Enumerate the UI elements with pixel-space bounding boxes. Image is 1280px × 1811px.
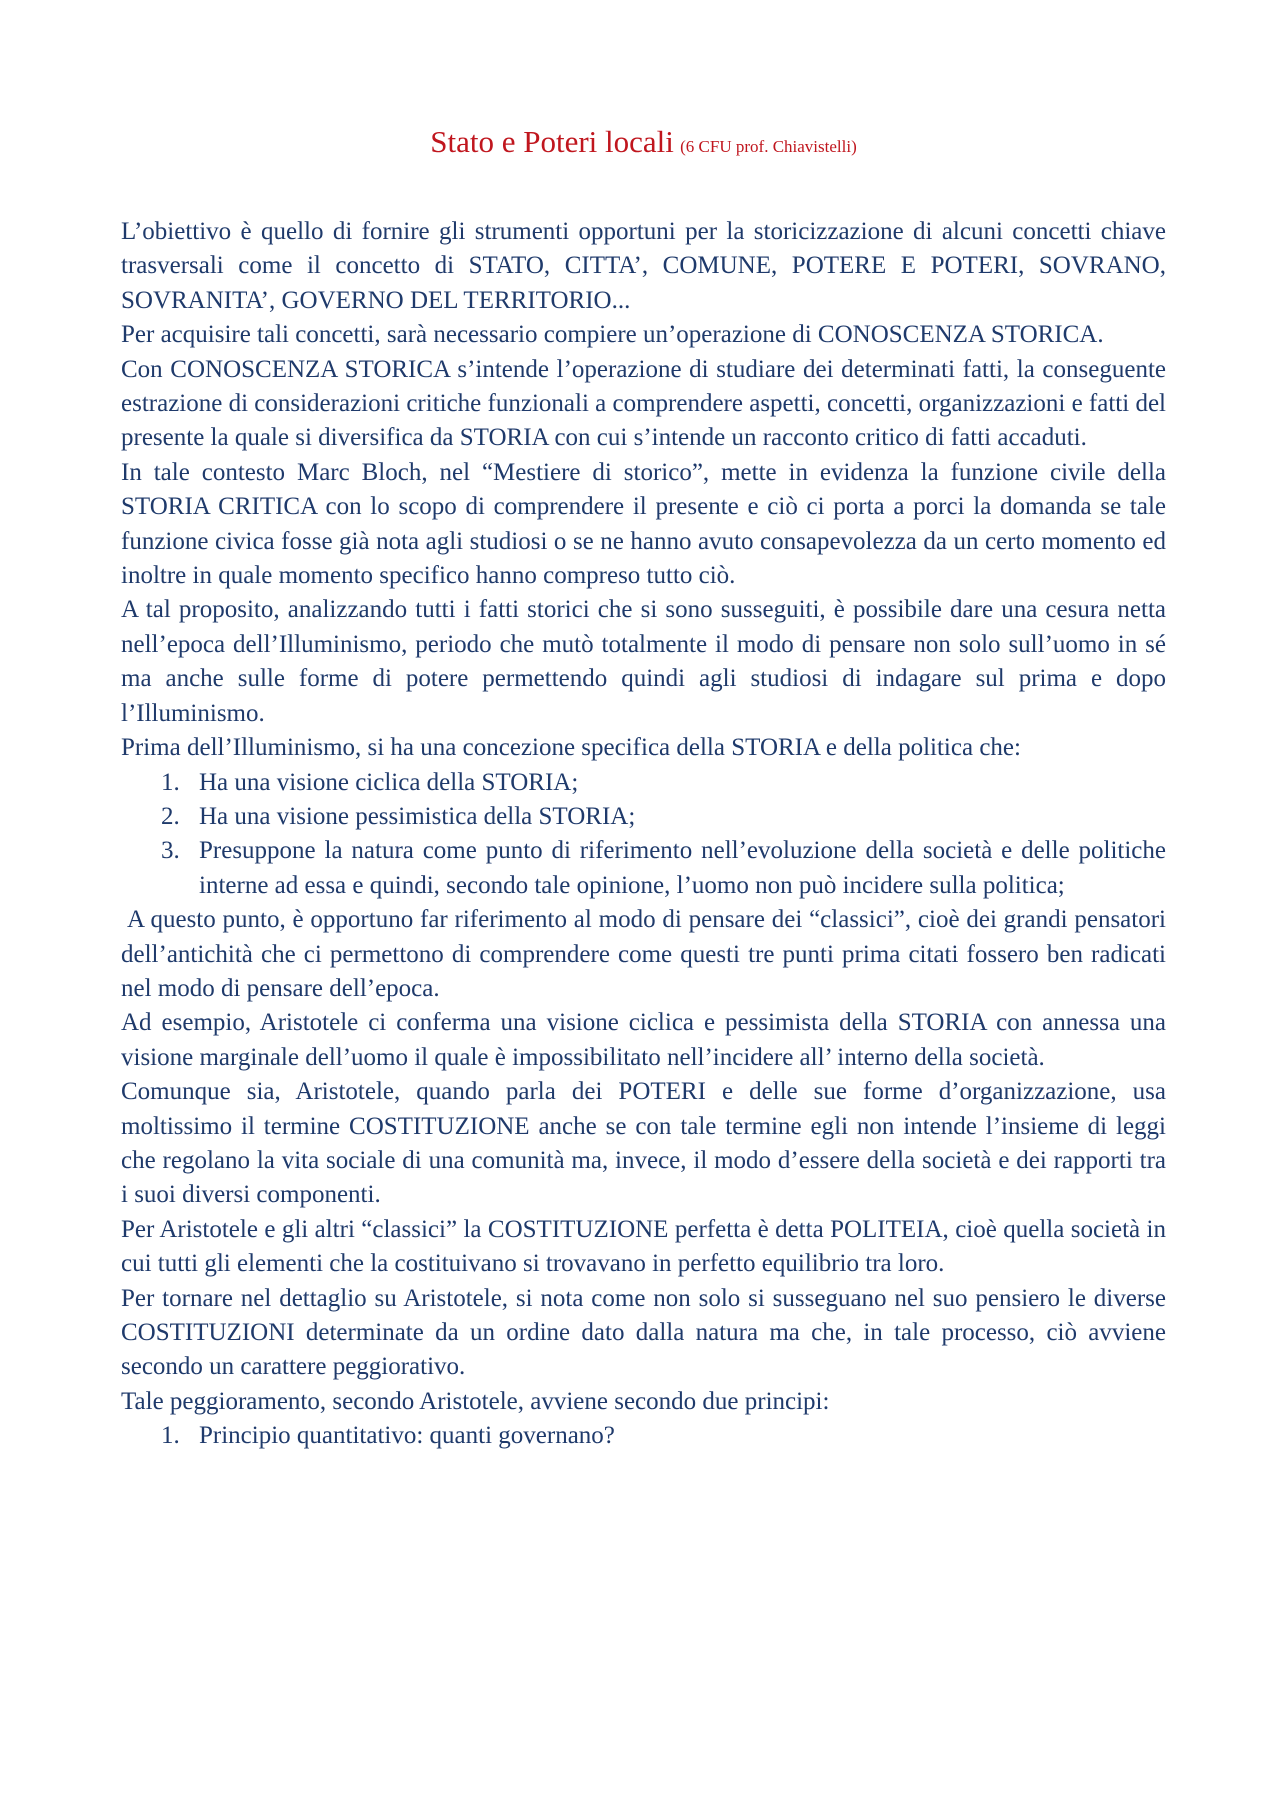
- document-title: [121, 122, 1166, 167]
- numbered-list-principles: [121, 1419, 1166, 1453]
- paragraph-historical-knowledge-intro: Per acquisire tali concetti, sarà necessario compiere un’operazione di CONOSCENZA STORICA.: [121, 321, 1104, 349]
- list-item: [161, 766, 1166, 800]
- list-number: 3.: [161, 837, 180, 865]
- title-subtitle: (6 CFU prof. Chiavistelli): [680, 137, 857, 156]
- paragraph-politeia: Per Aristotele e gli altri “classici” la COSTITUZIONE perfetta è detta POLITEIA, cioè quella società in cui tutti gli elementi che la costituivano si trovavano in perfetto equilibrio tra loro.: [121, 1215, 1166, 1278]
- list-item-text: Ha una visione pessimistica della STORIA;: [199, 802, 636, 830]
- paragraph-aristotle-detail: Per tornare nel dettaglio su Aristotele, si nota come non solo si susseguano nel suo pensiero le diverse COSTITUZIONI determinate da un ordine dato dalla natura ma che, in tale processo, ciò avviene secondo un carattere peggiorativo.: [121, 1284, 1166, 1381]
- paragraph-objective: L’obiettivo è quello di fornire gli strumenti opportuni per la storicizzazione di alcuni concetti chiave trasversali come il concetto di STATO, CITTA’, COMUNE, POTERE E POTERI, SOVRANO, SOVRANITA’, GOVERNO DEL TERRITORIO...: [121, 218, 1166, 314]
- list-item-text: Ha una visione ciclica della STORIA;: [199, 768, 579, 796]
- title-main: Stato e Poteri locali: [430, 124, 674, 159]
- list-item-text: Principio quantitativo: quanti governano?: [199, 1422, 615, 1450]
- paragraph-enlightenment: A tal proposito, analizzando tutti i fatti storici che si sono susseguiti, è possibile dare una cesura netta nell’epoca dell’Illuminismo, periodo che mutò totalmente il modo di pensare non solo sull’uomo in sé ma anche sulle forme di potere permettendo quindi agli studiosi di indagare sul prima e dopo l’Illuminismo.: [121, 596, 1166, 727]
- list-item-text: Presuppone la natura come punto di riferimento nell’evoluzione della società e delle politiche interne ad essa e quindi, secondo tale opinione, l’uomo non può incidere sulla politica;: [199, 837, 1166, 899]
- paragraph-historical-knowledge-definition: Con CONOSCENZA STORICA s’intende l’operazione di studiare dei determinati fatti, la conseguente estrazione di considerazioni critiche funzionali a comprendere aspetti, concetti, organizzazioni e fatti del presente la quale si diversifica da STORIA con cui s’intende un racconto critico di fatti accaduti.: [121, 355, 1166, 452]
- list-number: 2.: [161, 802, 180, 830]
- list-item: [161, 834, 1166, 903]
- list-number: 1.: [161, 1422, 180, 1450]
- paragraph-classics: A questo punto, è opportuno far riferimento al modo di pensare dei “classici”, cioè dei grandi pensatori dell’antichità che ci permettono di comprendere come questi tre punti prima citati fossero ben radicati nel modo di pensare dell’epoca.: [121, 906, 1166, 1002]
- paragraph-pre-enlightenment: Prima dell’Illuminismo, si ha una concezione specifica della STORIA e della politica che:: [121, 734, 1021, 762]
- document-page: [121, 122, 1166, 1454]
- paragraph-principles-intro: Tale peggioramento, secondo Aristotele, avviene secondo due principi:: [121, 1387, 830, 1415]
- paragraph-aristotle-cyclic: Ad esempio, Aristotele ci conferma una visione ciclica e pessimista della STORIA con annessa una visione marginale dell’uomo il quale è impossibilitato nell’incidere all’ interno della società.: [121, 1009, 1166, 1071]
- numbered-list-conceptions: [121, 766, 1166, 904]
- list-item: [161, 1419, 1166, 1453]
- paragraph-marc-bloch: In tale contesto Marc Bloch, nel “Mestiere di storico”, mette in evidenza la funzione civile della STORIA CRITICA con lo scopo di comprendere il presente e ciò ci porta a porci la domanda se tale funzione civica fosse già nota agli studiosi o se ne hanno avuto consapevolezza da un certo momento ed inoltre in quale momento specifico hanno compreso tutto ciò.: [121, 458, 1166, 590]
- list-number: 1.: [161, 768, 180, 796]
- paragraph-aristotle-constitution: Comunque sia, Aristotele, quando parla dei POTERI e delle sue forme d’organizzazione, usa moltissimo il termine COSTITUZIONE anche se con tale termine egli non intende l’insieme di leggi che regolano la vita sociale di una comunità ma, invece, il modo d’essere della società e dei rapporti tra i suoi diversi componenti.: [121, 1078, 1166, 1209]
- list-item: [161, 800, 1166, 834]
